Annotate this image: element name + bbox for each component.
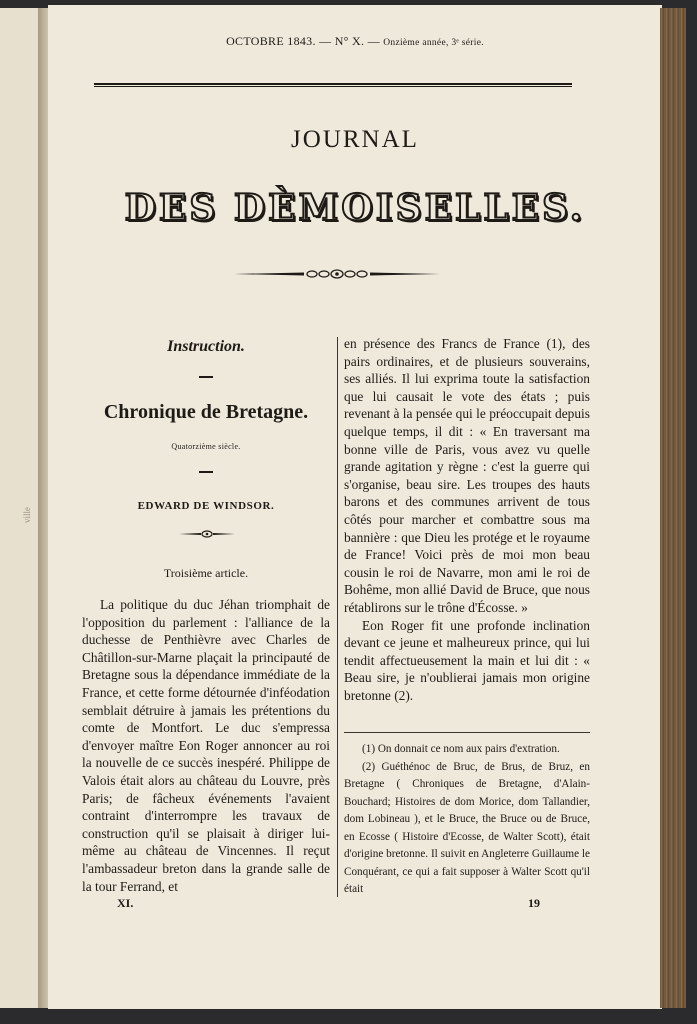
signature-mark: XI.	[117, 896, 134, 910]
paragraph: Eon Roger fit une profonde inclination devant ce jeune et malheureux prince, qui lui tendit affectueusement la main et lui dit : « Beau sire, je n'oublierai jamais mon origine bretonne (2).	[344, 617, 590, 703]
masthead-ornament	[234, 268, 440, 280]
header-date: OCTOBRE 1843.	[226, 34, 316, 48]
small-ornament	[179, 530, 235, 538]
footnote-rule	[344, 732, 590, 733]
section-heading: Instruction.	[167, 338, 245, 355]
page-number: 19	[528, 896, 540, 910]
header-double-rule	[94, 83, 572, 87]
masthead-journal: JOURNAL	[291, 126, 419, 153]
header-series: Onzième année, 3ᵉ série.	[383, 38, 484, 48]
subject-heading: EDWARD DE WINDSOR.	[137, 500, 275, 512]
right-column	[344, 335, 590, 895]
article-label: Troisième article.	[163, 566, 249, 580]
column-divider	[337, 337, 338, 897]
paragraph: en présence des Francs de France (1), des pairs ordinaires, et de plusieurs souverains, ses alliés. Il lui exprima toute la satisfaction que lui causait le vote des états ; puis revenant à la pensée qui le préoccupait depuis quelque temps, il dit : « En traversant ma bonne ville de Paris, vous avez vu quelle grande agitation y règne : c'est la guerre qui s'organise, beau sire. Les troupes des hauts barons et des communes arrivent de tous côtés pour marcher et combattre sous ma bannière : que Dieu les protége et le royaume de France! Voici près de moi mon beau cousin le roi de Navarre, mon ami le roi de Bohême, mon allié David de Bruce, que nous rétablirons sur le trône d'Écosse. »	[344, 336, 590, 615]
left-body-text	[82, 596, 330, 895]
footnote-1: (1) On donnait ce nom aux pairs d'extration.	[362, 743, 560, 755]
header-number: — N° X. —	[319, 34, 380, 48]
paragraph: La politique du duc Jéhan triomphait de l'opposition du parlement : l'alliance de la duchesse de Penthièvre avec Charles de Châtillon-sur-Marne plaçait la principauté de Bretagne sous la dépendance immédiate de la France, et cette forme détournée d'inféodation semblait détruire à jamais les prétentions du comte de Montfort. Le duc s'empressa d'envoyer maître Eon Roger annoncer au roi la nouvelle de ce succès inespéré. Philippe de Valois était alors au château du Louvre, près Paris; de fâcheux événements l'avaient contraint d'interrompre les travaux de construction qu'il se plaisait à diriger lui-même au château de Vincennes. Il reçut l'ambassadeur breton dans la grande salle de la tour Ferrand, et	[82, 597, 330, 894]
footnote-2: (2) Guéthénoc de Bruc, de Brus, de Bruz, en Bretagne ( Chroniques de Bretagne, d'Alain-Bouchard; Histoires de dom Morice, dom Tallandier, dom Lobineau ), et le Bruce, the Bruce ou de Bruce, en Ecosse ( Histoire d'Ecosse, de Walter Scott), était d'origine bretonne. Il suivit en Angleterre Guillaume le Conquérant, ce qui a fait supposer à Walter Scott qu'il était	[344, 760, 590, 895]
bleed-through-text: ville	[22, 507, 32, 523]
chronicle-title: Chronique de Bretagne.	[103, 401, 309, 423]
page-stack-edge	[660, 8, 686, 1008]
masthead-demoiselles: DES DÈMOISELLES.	[124, 187, 586, 229]
dash-ornament	[199, 376, 213, 378]
century-subtitle	[82, 441, 330, 452]
dash-ornament	[199, 471, 213, 473]
running-header	[48, 34, 662, 49]
century-text: Quatorzième siècle.	[171, 442, 241, 451]
footnotes	[344, 741, 590, 899]
facing-page-edge	[0, 8, 42, 1008]
